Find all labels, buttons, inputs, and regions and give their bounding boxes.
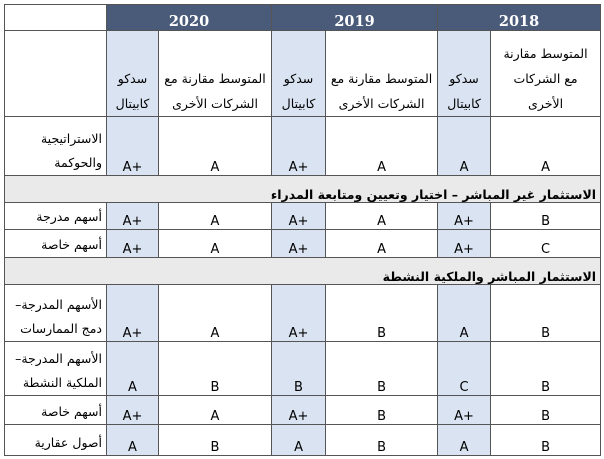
- label-header-cell: [5, 31, 107, 117]
- sedco-rating-2018: A: [438, 425, 491, 456]
- table-row: [5, 342, 601, 396]
- peer-avg-header-2020: المتوسط مقارنة مع الشركات الأخرى: [159, 31, 272, 117]
- section-heading: الاستثمار غير المباشر – اختيار وتعيين ومتابعة المدراء: [5, 176, 601, 203]
- table-row: [5, 230, 601, 258]
- section-row: [5, 176, 601, 203]
- sedco-rating-2019: B: [272, 342, 326, 396]
- table-row: [5, 425, 601, 456]
- peer-avg-header-2018: المتوسط مقارنة مع الشركات الأخرى: [491, 31, 601, 117]
- peer-rating-2018: B: [491, 342, 601, 396]
- sedco-rating-2019: A+: [272, 396, 326, 425]
- year-header-row: [5, 5, 601, 31]
- peer-rating-2018: C: [491, 230, 601, 258]
- row-label: أسهم خاصة: [5, 230, 107, 258]
- peer-rating-2018: B: [491, 203, 601, 230]
- peer-rating-2020: B: [159, 342, 272, 396]
- peer-rating-2019: B: [326, 425, 438, 456]
- peer-rating-2019: B: [326, 396, 438, 425]
- column-header-row: [5, 31, 601, 117]
- peer-rating-2020: A: [159, 285, 272, 342]
- sedco-header-2018: سدكو كابيتال: [438, 31, 491, 117]
- year-2020-header: 2020: [107, 5, 272, 31]
- sedco-rating-2018: A+: [438, 396, 491, 425]
- sedco-rating-2018: A: [438, 285, 491, 342]
- sedco-rating-2018: C: [438, 342, 491, 396]
- table-row: [5, 396, 601, 425]
- peer-rating-2019: A: [326, 203, 438, 230]
- sedco-rating-2020: A+: [107, 203, 159, 230]
- sedco-rating-2019: A+: [272, 203, 326, 230]
- peer-rating-2018: B: [491, 285, 601, 342]
- sedco-rating-2020: A+: [107, 117, 159, 176]
- row-label: الأسهم المدرجة– دمج الممارسات: [5, 285, 107, 342]
- sedco-header-2020: سدكو كابيتال: [107, 31, 159, 117]
- sedco-rating-2019: A+: [272, 117, 326, 176]
- peer-rating-2019: A: [326, 117, 438, 176]
- year-2019-header: 2019: [272, 5, 438, 31]
- sedco-header-2019: سدكو كابيتال: [272, 31, 326, 117]
- table-row: [5, 117, 601, 176]
- sedco-rating-2019: A+: [272, 285, 326, 342]
- table-row: [5, 285, 601, 342]
- row-label: أصول عقارية: [5, 425, 107, 456]
- peer-rating-2020: A: [159, 230, 272, 258]
- row-label: الاستراتيجية والحوكمة: [5, 117, 107, 176]
- sedco-rating-2020: A+: [107, 285, 159, 342]
- peer-rating-2020: A: [159, 203, 272, 230]
- row-label: أسهم مدرجة: [5, 203, 107, 230]
- peer-rating-2020: A: [159, 396, 272, 425]
- section-heading: الاستثمار المباشر والملكية النشطة: [5, 258, 601, 285]
- sedco-rating-2020: A: [107, 342, 159, 396]
- peer-rating-2018: B: [491, 425, 601, 456]
- section-row: [5, 258, 601, 285]
- peer-rating-2019: B: [326, 342, 438, 396]
- peer-rating-2020: A: [159, 117, 272, 176]
- corner-cell: [5, 5, 107, 31]
- row-label: الأسهم المدرجة– الملكية النشطة: [5, 342, 107, 396]
- peer-avg-header-2019: المتوسط مقارنة مع الشركات الأخرى: [326, 31, 438, 117]
- sedco-rating-2018: A+: [438, 230, 491, 258]
- sedco-rating-2020: A+: [107, 396, 159, 425]
- sedco-rating-2019: A+: [272, 230, 326, 258]
- peer-rating-2018: B: [491, 396, 601, 425]
- sedco-rating-2018: A+: [438, 203, 491, 230]
- peer-rating-2019: B: [326, 285, 438, 342]
- peer-rating-2020: B: [159, 425, 272, 456]
- table-row: [5, 203, 601, 230]
- sedco-rating-2020: A: [107, 425, 159, 456]
- sedco-rating-2020: A+: [107, 230, 159, 258]
- sedco-rating-2019: A: [272, 425, 326, 456]
- row-label: أسهم خاصة: [5, 396, 107, 425]
- peer-rating-2019: A: [326, 230, 438, 258]
- sedco-rating-2018: A: [438, 117, 491, 176]
- year-2018-header: 2018: [438, 5, 601, 31]
- ratings-table: [4, 4, 601, 456]
- peer-rating-2018: A: [491, 117, 601, 176]
